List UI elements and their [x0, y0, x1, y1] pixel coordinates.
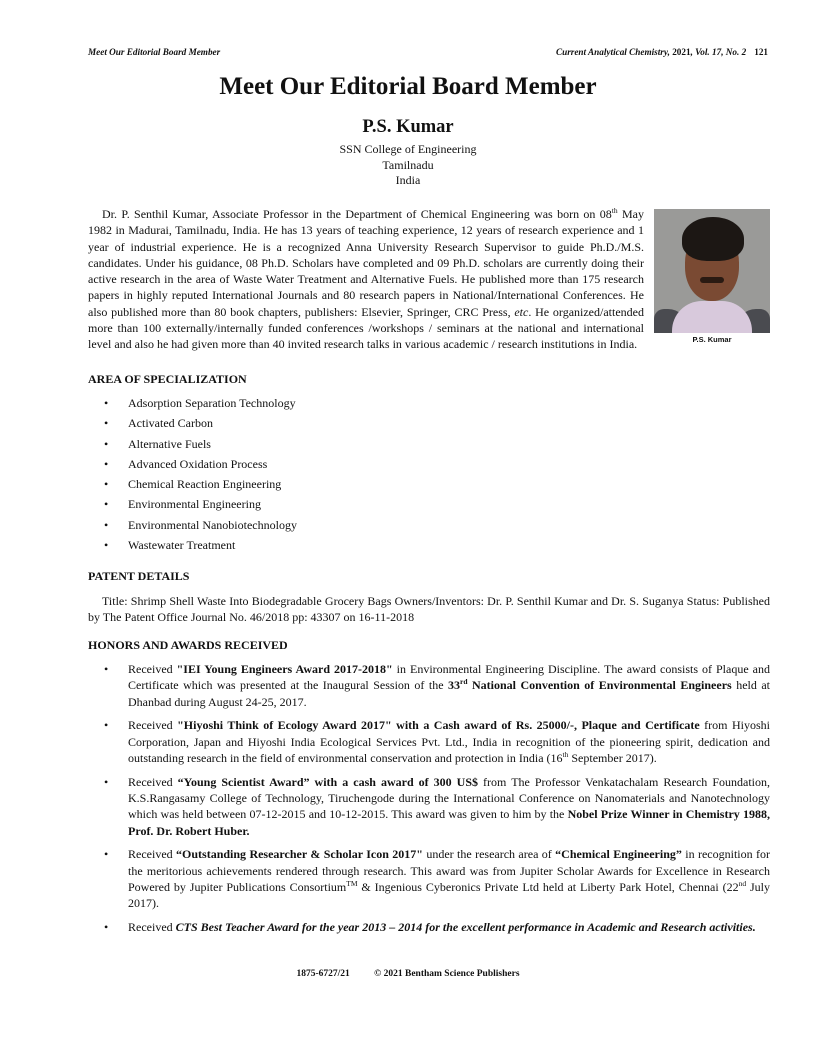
page-title: Meet Our Editorial Board Member [219, 73, 597, 100]
bullet-icon: • [104, 456, 109, 471]
bullet-icon: • [104, 920, 109, 935]
specialization-heading: AREA OF SPECIALIZATION [88, 372, 247, 386]
list-item: • Environmental Nanobiotechnology [104, 517, 297, 532]
patent-details: Title: Shrimp Shell Waste Into Biodegradable Grocery Bags Owners/Inventors: Dr. P. Senthil Kumar and Dr. S. Suganya Status: Published by The Patent Office Journal No. 46/2018 pp: 43307 on 16-11-2018 [88, 594, 770, 625]
award-item: • Received CTS Best Teacher Award for the year 2013 – 2014 for the excellent performance in Academic and Research activities. [104, 920, 756, 935]
running-head-citation: Current Analytical Chemistry, 2021, Vol. 17, No. 2 121 [555, 47, 768, 57]
award-item: • Received "IEI Young Engineers Award 2017-2018" in Environmental Engineering Discipline. The award consists of Plaque and Certificate which was presented at the Inaugural Session of the 33rd National Convention of Environmental Engineers held at Dhanbad during August 24-25, 2017. [104, 662, 770, 709]
award-item: • Received “Young Scientist Award” with a cash award of 300 US$ from The Professor Venkatachalam Research Foundation, K.S.Rangasamy College of Technology, Tiruchengode during the International Conference on Nanomaterials and Nanotechnology which was held between 07-12-2015 and 10-12-2015. This award was given to him by the Nobel Prize Winner in Chemistry 1988, Prof. Dr. Robert Huber. [104, 774, 770, 838]
specialization-list [88, 395, 297, 557]
running-head-left: Meet Our Editorial Board Member [88, 47, 221, 57]
member-photo-figure [654, 209, 770, 344]
affiliation-institution: SSN College of Engineering [339, 142, 477, 156]
running-head [88, 47, 768, 61]
bullet-icon: • [104, 436, 109, 451]
list-item: • Chemical Reaction Engineering [104, 477, 282, 492]
member-affiliation [0, 142, 816, 189]
bullet-icon: • [104, 538, 109, 553]
bullet-icon: • [104, 416, 109, 431]
journal-year: 2021 [672, 47, 691, 57]
list-item: • Activated Carbon [104, 416, 213, 431]
photo-caption: P.S. Kumar [692, 335, 732, 344]
bullet-icon: • [104, 396, 109, 410]
awards-heading: HONORS AND AWARDS RECEIVED [88, 638, 288, 652]
award-item: • Received "Hiyoshi Think of Ecology Award 2017" with a Cash award of Rs. 25000/-, Plaque and Certificate from Hiyoshi Corporation, Japan and Hiyoshi India Ecological Services Pvt. Ltd., India in recognition of the pioneering spirit, dedication and outstanding research in the field of environmental conservation and protection in India (16th September 2017). [104, 718, 770, 765]
bullet-icon: • [104, 847, 109, 862]
member-name: P.S. Kumar [362, 117, 454, 137]
patent-heading: PATENT DETAILS [88, 569, 190, 583]
bullet-icon: • [104, 774, 109, 789]
journal-volume: Vol. 17, No. 2 [695, 47, 747, 57]
awards-list [88, 661, 770, 943]
copyright: © 2021 Bentham Science Publishers [374, 969, 520, 979]
list-item: • Advanced Oxidation Process [104, 456, 268, 471]
list-item: • Environmental Engineering [104, 497, 261, 512]
bullet-icon: • [104, 718, 109, 733]
affiliation-country: India [395, 173, 421, 187]
page-number: 121 [754, 47, 768, 57]
bullet-icon: • [104, 497, 109, 512]
affiliation-state: Tamilnadu [382, 157, 434, 172]
biography-paragraph: Dr. P. Senthil Kumar, Associate Professor in the Department of Chemical Engineering was born on 08th May 1982 in Madurai, Tamilnadu, India. He has 13 years of teaching experience, 12 years of research experience and 1 year of industrial experience. He is a recognized Anna University Research Supervisor to guide Ph.D./M.S. candidates. Under his guidance, 08 Ph.D. Scholars have completed and 09 Ph.D. scholars are currently doing their active research in the area of Waste Water Treatment and Alternative Fuels. He published more than 175 research papers in highly reputed International Journals and 80 research papers in National/International Conferences. He also published more than 80 book chapters, publishers: Elsevier, Springer, CRC Press, etc. He organized/attended more than 100 externally/internally funded conferences /workshops / seminars at the national and international level and also he had given more than 40 invited research talks in various academic / research institutions in India. [88, 206, 644, 352]
bullet-icon: • [104, 477, 109, 492]
bullet-icon: • [104, 662, 109, 676]
list-item: • Wastewater Treatment [104, 538, 236, 553]
issn: 1875-6727/21 [296, 969, 350, 979]
page-footer [0, 969, 816, 979]
award-item: • Received “Outstanding Researcher & Scholar Icon 2017" under the research area of “Chemical Engineering” in recognition for the meritorious achievements rendered through research. This award was from Jupiter Scholar Awards for Excellence in Research Powered by Jupiter Publications Consortium™ & Ingenious Cyberonics Private Ltd held at Liberty Park Hotel, Chennai (22nd July 2017). [104, 847, 771, 911]
list-item: • Adsorption Separation Technology [104, 396, 296, 410]
journal-name: Current Analytical Chemistry [555, 47, 668, 57]
list-item: • Alternative Fuels [104, 436, 211, 451]
bullet-icon: • [104, 517, 109, 532]
member-photo [654, 209, 770, 333]
